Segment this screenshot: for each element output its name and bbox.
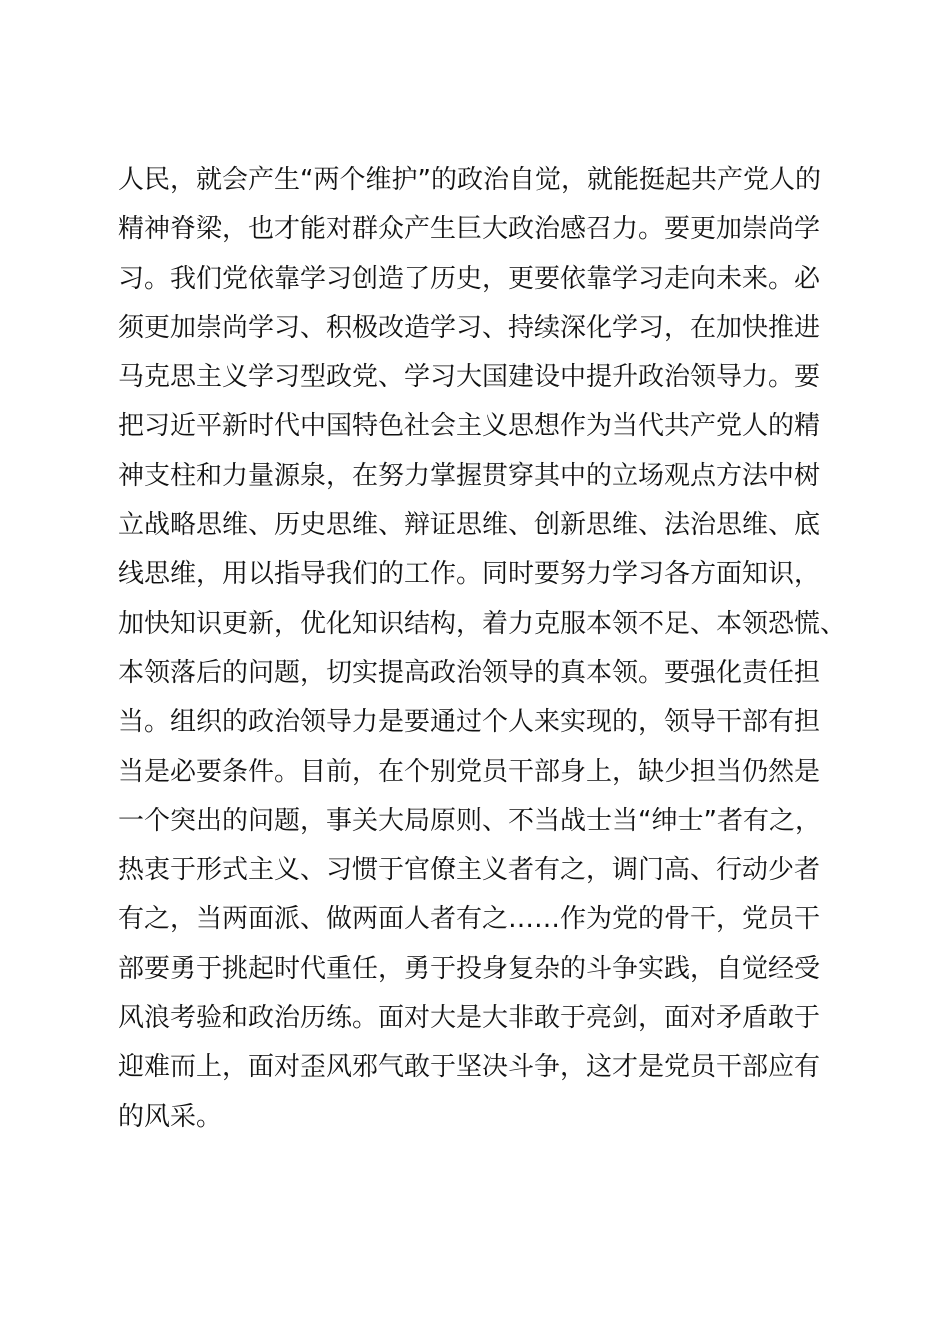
text-line: 立战略思维、历史思维、辩证思维、创新思维、法治思维、底 [118,510,821,541]
text-line: 神支柱和力量源泉，在努力掌握贯穿其中的立场观点方法中树 [118,460,821,491]
text-line: 须更加崇尚学习、积极改造学习、持续深化学习，在加快推进 [118,312,821,343]
text-line: 习。我们党依靠学习创造了历史，更要依靠学习走向未来。必 [118,263,821,294]
text-line: 本领落后的问题，切实提高政治领导的真本领。要强化责任担 [118,657,821,688]
text-line: 的风采。 [118,1101,223,1132]
text-line: 加快知识更新，优化知识结构，着力克服本领不足、本领恐慌、 [118,608,847,639]
text-line: 人民，就会产生“两个维护”的政治自觉，就能挺起共产党人的 [118,165,821,195]
text-line: 马克思主义学习型政党、学习大国建设中提升政治领导力。要 [118,362,821,393]
text-line: 有之，当两面派、做两面人者有之……作为党的骨干，党员干 [118,904,821,935]
body-paragraph [118,156,858,1142]
text-line: 精神脊梁，也才能对群众产生巨大政治感召力。要更加崇尚学 [118,214,821,245]
text-line: 当。组织的政治领导力是要通过个人来实现的，领导干部有担 [118,707,821,738]
text-line: 风浪考验和政治历练。面对大是大非敢于亮剑，面对矛盾敢于 [118,1003,821,1034]
text-line: 把习近平新时代中国特色社会主义思想作为当代共产党人的精 [118,411,821,442]
text-line: 一个突出的问题，事关大局原则、不当战士当“绅士”者有之， [118,805,821,836]
text-line: 当是必要条件。目前，在个别党员干部身上，缺少担当仍然是 [118,756,821,787]
text-line: 迎难而上，面对歪风邪气敢于坚决斗争，这才是党员干部应有 [118,1052,821,1083]
text-line: 热衷于形式主义、习惯于官僚主义者有之，调门高、行动少者 [118,855,821,886]
text-line: 线思维，用以指导我们的工作。同时要努力学习各方面知识， [118,559,821,590]
text-line: 部要勇于挑起时代重任，勇于投身复杂的斗争实践，自觉经受 [118,953,821,984]
